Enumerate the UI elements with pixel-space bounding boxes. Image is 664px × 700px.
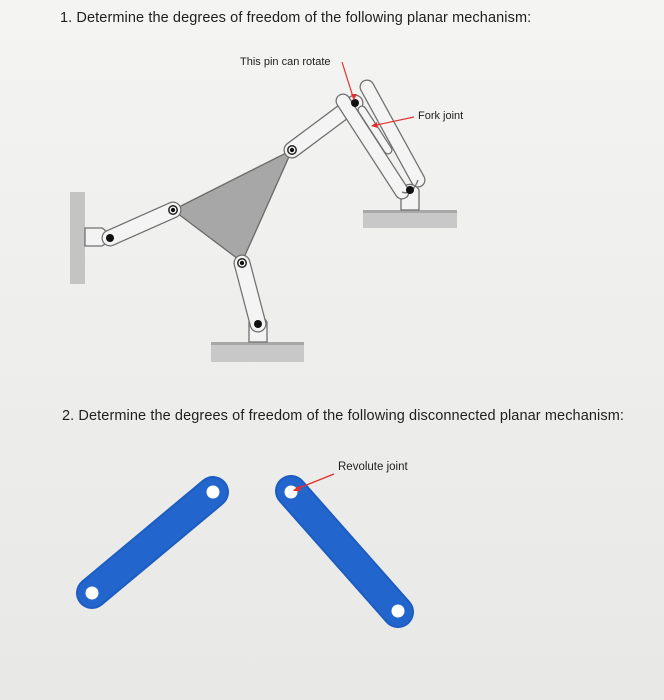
pin-rotate-label: This pin can rotate (240, 56, 331, 68)
blue-link-left-hole-1 (207, 486, 220, 499)
question-2: 2. Determine the degrees of freedom of the following disconnected planar mechanism: (62, 408, 625, 424)
figure-2-mechanism (86, 474, 405, 618)
blue-link-left-hole-2 (86, 587, 99, 600)
blue-link-right-hole-2 (392, 605, 405, 618)
revolute-joint-label: Revolute joint (338, 461, 408, 473)
triangle-plate (173, 150, 292, 262)
fork-joint-label: Fork joint (418, 110, 464, 122)
figure-1-mechanism (70, 62, 457, 362)
blue-link-right-hole-1 (285, 486, 298, 499)
left-wall-ground (70, 192, 85, 284)
question-1: 1. Determine the degrees of freedom of the following planar mechanism: (60, 10, 532, 26)
